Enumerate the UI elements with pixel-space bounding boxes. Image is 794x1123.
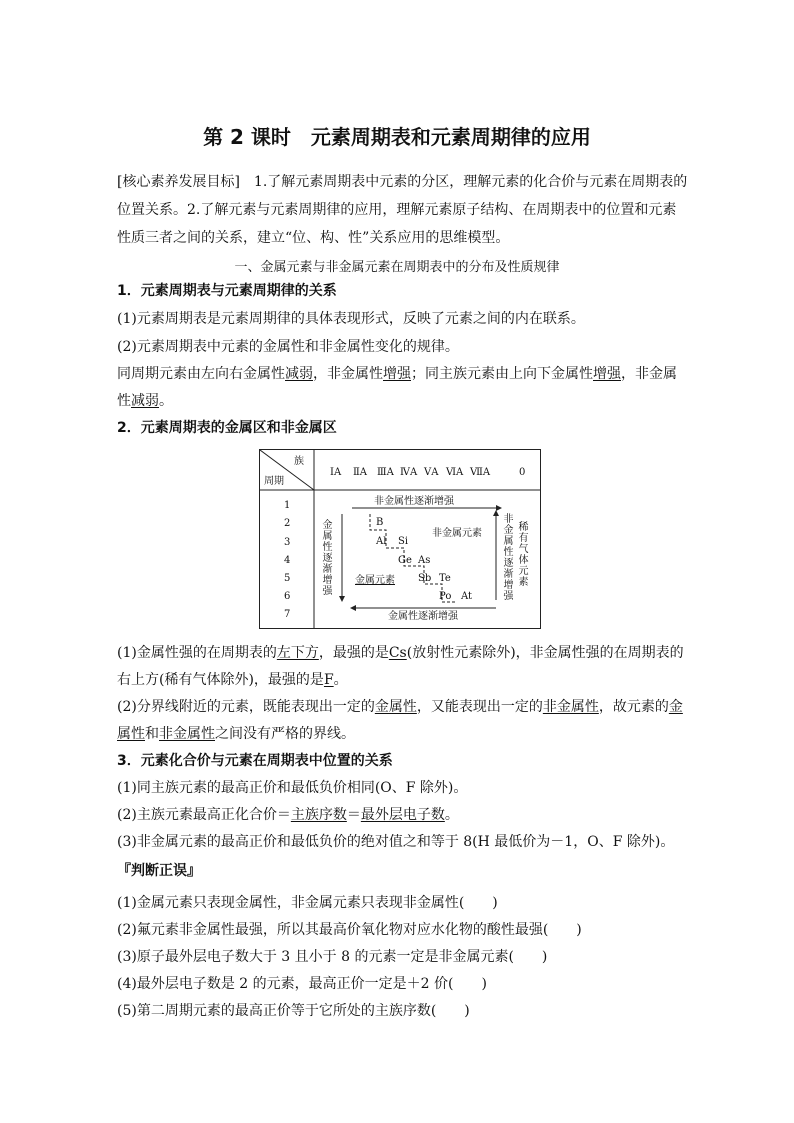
text: 右上方(稀有气体除外)，最强的是 — [117, 672, 324, 688]
bottom-arrow-head — [350, 605, 356, 611]
s3-p2 — [117, 805, 459, 825]
text: ，非金属性 — [313, 366, 383, 382]
text: 之间没有严格的界线。 — [215, 726, 355, 742]
s2-p2 — [117, 670, 348, 690]
corner-period-label: 周期 — [264, 476, 284, 487]
answer-underline: 非金属性 — [542, 699, 599, 715]
group-label: ⅣA — [400, 467, 418, 478]
group-label: ⅤA — [424, 467, 439, 478]
top-arrow-label: 非金属性逐渐增强 — [374, 496, 454, 507]
text: (放射性元素除外)，非金属性强的在周期表的 — [406, 645, 684, 661]
left-vertical-label: 金属性逐渐增强 — [322, 520, 333, 597]
text: ；同主族元素由上向下金属性 — [411, 366, 593, 382]
text: (2)主族元素最高正化合价＝ — [117, 807, 291, 823]
top-arrow-head — [496, 505, 502, 511]
s3-p3: (3)非金属元素的最高正价和最低负价的绝对值之和等于 8(H 最低价为－1，O、F 除外)。 — [117, 834, 675, 850]
text: (2)分界线附近的元素，既能表现出一定的 — [117, 699, 375, 715]
text: ，最强的是 — [318, 645, 389, 661]
s2-p1 — [117, 643, 684, 663]
text: 。 — [444, 807, 459, 823]
period-label: 1 — [284, 500, 291, 511]
answer-underline: 非金属性 — [159, 726, 215, 742]
right-vertical-label: 非金属性逐渐增强 — [503, 514, 514, 602]
answer-underline: 属性 — [117, 726, 145, 742]
group-label: 0 — [519, 467, 526, 478]
period-label: 6 — [284, 591, 291, 602]
metal-region-label: 金属元素 — [355, 575, 395, 586]
text: 。 — [159, 393, 173, 409]
corner-group-label: 族 — [294, 456, 304, 467]
right-arrow-head — [493, 510, 499, 516]
answer-underline: 增强 — [383, 366, 411, 382]
text: 。 — [333, 672, 348, 688]
answer-underline: 主族序数 — [290, 807, 347, 823]
nonmetal-region-label: 非金属元素 — [432, 528, 482, 539]
element-symbol: B — [376, 517, 384, 528]
group-label: ⅢA — [377, 467, 394, 478]
judge-item: (1)金属元素只表现金属性，非金属元素只表现非金属性( ) — [117, 895, 498, 911]
left-arrow-head — [339, 596, 345, 602]
section-heading: 一、金属元素与非金属元素在周期表中的分布及性质规律 — [234, 260, 560, 275]
element-symbol: Sb — [418, 573, 432, 584]
judge-heading: 『判断正误』 — [117, 863, 201, 879]
text: ，故元素的 — [598, 699, 669, 715]
answer-underline: 减弱 — [131, 393, 159, 409]
period-label: 3 — [284, 537, 291, 548]
text: ＝ — [346, 807, 361, 823]
core-goals-line-1 — [117, 172, 687, 192]
period-label: 4 — [284, 555, 291, 566]
group-label: ⅦA — [470, 467, 491, 478]
s2-p3 — [117, 697, 683, 717]
text: 同周期元素由左向右金属性 — [117, 366, 285, 382]
answer-underline: 增强 — [593, 366, 621, 382]
period-label: 2 — [284, 518, 291, 529]
group-label: ⅠA — [330, 467, 342, 478]
s1-heading: 1．元素周期表与元素周期律的关系 — [117, 283, 337, 299]
group-label: ⅥA — [446, 467, 464, 478]
element-symbol: Al — [376, 536, 387, 547]
element-symbol: At — [461, 591, 473, 602]
bottom-arrow-label: 金属性逐渐增强 — [388, 611, 458, 622]
judge-item: (5)第二周期元素的最高正价等于它所处的主族序数( ) — [117, 1003, 470, 1019]
element-symbol: Ge — [398, 555, 412, 566]
answer-underline: 左下方 — [276, 645, 319, 661]
element-symbol: Te — [439, 573, 451, 584]
period-label: 5 — [284, 573, 291, 584]
answer-underline: F — [323, 672, 334, 688]
answer-underline: Cs — [388, 645, 407, 661]
text: (1)金属性强的在周期表的 — [117, 645, 277, 661]
s1-p1: (1)元素周期表是元素周期律的具体表现形式，反映了元素之间的内在联系。 — [117, 311, 585, 327]
page-title: 第 2 课时 元素周期表和元素周期律的应用 — [203, 125, 591, 149]
text: ，非金属 — [621, 366, 677, 382]
s1-p3 — [117, 364, 677, 384]
core-goals-text-1: 1.了解元素周期表中元素的分区，理解元素的化合价与元素在周期表的 — [239, 174, 688, 190]
element-symbol: Po — [439, 591, 452, 602]
text: 和 — [145, 726, 159, 742]
judge-item: (2)氟元素非金属性最强，所以其最高价氧化物对应水化物的酸性最强( ) — [117, 922, 582, 938]
s1-p2: (2)元素周期表中元素的金属性和非金属性变化的规律。 — [117, 339, 459, 355]
s3-p1: (1)同主族元素的最高正价和最低负价相同(O、F 除外)。 — [117, 780, 468, 796]
s3-heading: 3．元素化合价与元素在周期表中位置的关系 — [117, 753, 393, 769]
core-goals-line-2: 位置关系。2.了解元素与元素周期律的应用，理解元素原子结构、在周期表中的位置和元素 — [117, 202, 677, 218]
judge-item: (3)原子最外层电子数大于 3 且小于 8 的元素一定是非金属元素( ) — [117, 949, 548, 965]
element-symbol: As — [418, 555, 431, 566]
s1-p4 — [117, 391, 173, 411]
judge-item: (4)最外层电子数是 2 的元素，最高正价一定是＋2 价( ) — [117, 976, 487, 992]
answer-underline: 最外层电子数 — [360, 807, 445, 823]
element-symbol: Si — [398, 536, 409, 547]
answer-underline: 金属性 — [374, 699, 417, 715]
text: ，又能表现出一定的 — [416, 699, 543, 715]
period-label: 7 — [284, 609, 291, 620]
core-goals-line-3: 性质三者之间的关系，建立“位、构、性”关系应用的思维模型。 — [117, 230, 510, 246]
group-label: ⅡA — [353, 467, 368, 478]
periodic-zone-table — [259, 449, 541, 629]
answer-underline: 金 — [668, 699, 683, 715]
core-goals-label: [核心素养发展目标] — [117, 174, 240, 190]
answer-underline: 减弱 — [285, 366, 313, 382]
s2-p4 — [117, 724, 355, 744]
noble-gas-label: 稀有气体元素 — [518, 522, 529, 588]
text: 性 — [117, 393, 131, 409]
s2-heading: 2．元素周期表的金属区和非金属区 — [117, 420, 337, 436]
